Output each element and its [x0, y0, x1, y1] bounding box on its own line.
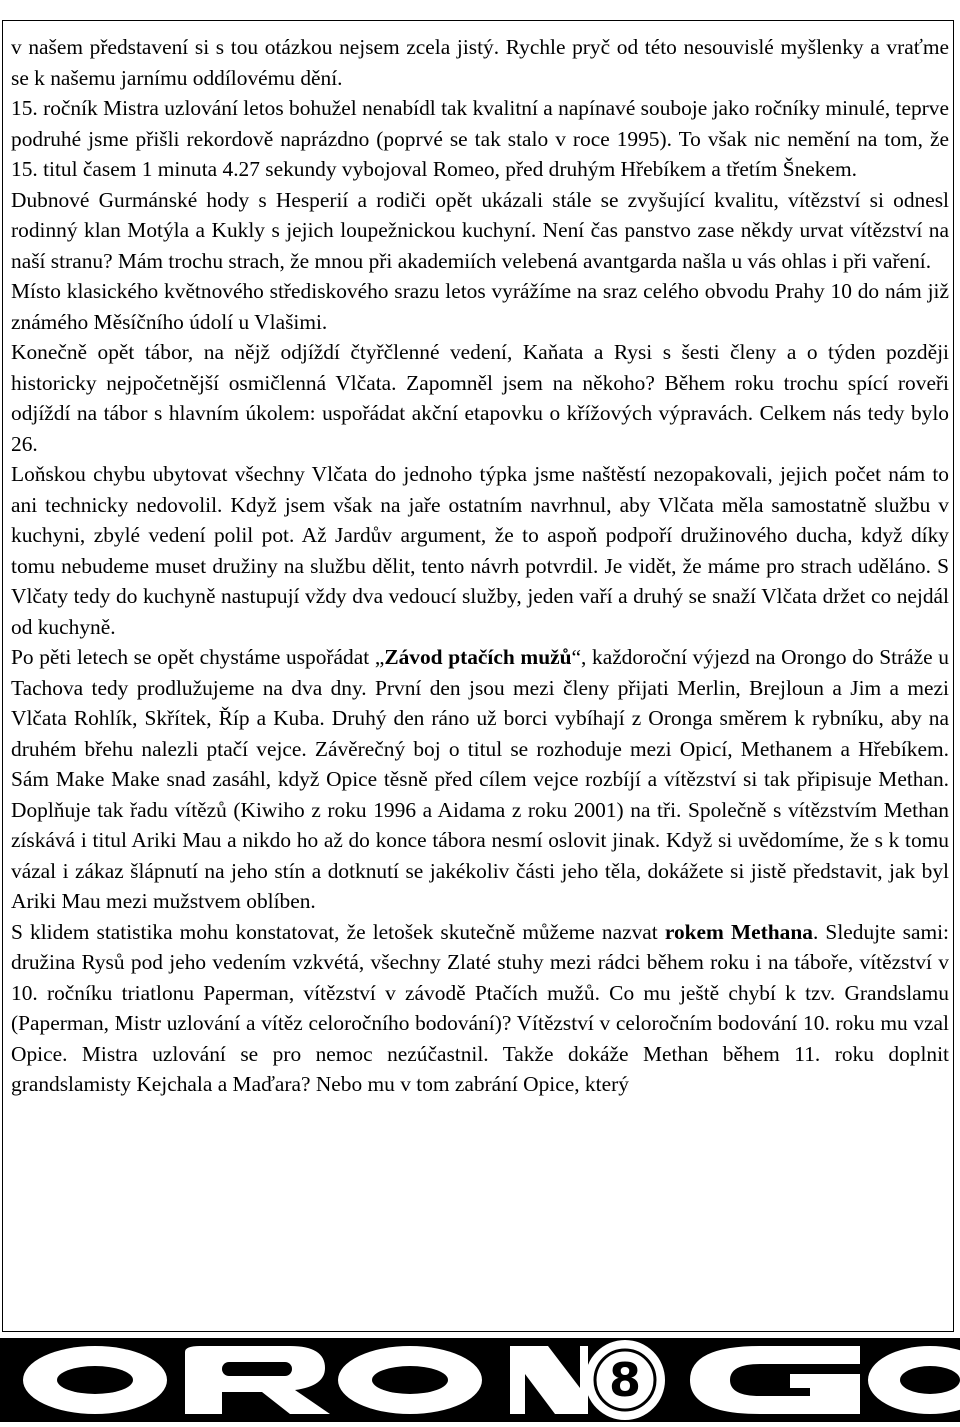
- paragraph-mistr-uzlovani: 15. ročník Mistra uzlování letos bohužel nenabídl tak kvalitní a napínavé souboje jako ročníky minulé, teprve podruhé jsme přišli rekordově naprázdno (poprvé se tak stalo v roce 1995). To však nic nemění na tom, že 15. titul časem 1 minuta 4.27 sekundy vybojoval Romeo, před druhým Hřebíkem a třetím Šnekem.: [11, 96, 949, 181]
- bold-zavod-title: Závod ptačích mužů: [384, 645, 572, 669]
- logo-letter-o-2: [338, 1346, 482, 1414]
- paragraph-gurmanske-hody: Dubnové Gurmánské hody s Hesperií a rodiči opět ukázali stále se zvyšující kvalitu, vítězství si odnesl rodinný klan Motýla a Kukly s jejich loupežnickou kuchyní. Není čas panstvo zase někdy urvat vítězství na naší stranu? Mám trochu strach, že mnou při akademiích velebená avantgarda našla u vás ohlas i při vaření.: [11, 187, 949, 273]
- paragraph-tabor: Konečně opět tábor, na nějž odjíždí čtyřčlenné vedení, Kaňata a Rysi s šesti členy a o týden později historicky nejpočetnější osmičlenná Vlčata. Zapomněl jsem na někoho? Během roku trochu spící roveři odjíždí na tábor s hlavním úkolem: uspořádat akční etapovku o křížových výpravách. Celkem nás tedy bylo 26.: [11, 340, 949, 456]
- paragraph-intro: v našem představení si s tou otázkou nejsem zcela jistý. Rychle pryč od této nesouvislé myšlenky a vraťme se k našemu jarnímu oddílovému dění.: [11, 35, 949, 90]
- article-body: [11, 32, 949, 1100]
- paragraph-sraz: Místo klasického květnového střediskového srazu letos vyrážíme na sraz celého obvodu Prahy 10 do nám již známého Měsíčního údolí u Vlašimi.: [11, 279, 949, 334]
- footer-banner: [0, 1338, 960, 1422]
- orongo-logo: [0, 1338, 960, 1422]
- paragraph-rok-methana: S klidem statistika mohu konstatovat, že letošek skutečně můžeme nazvat rokem Methana. Sledujte sami: družina Rysů pod jeho vedením vzkvétá, všechny Zlaté stuhy mezi rádci během roku i na táboře, vítězství v 10. ročníku triatlonu Paperman, vítězství v závodě Ptačích mužů. Co mu ještě chybí k tzv. Grandslamu (Paperman, Mistr uzlování a vítěz celoročního bodování)? Vítězství v celoročním bodování 10. roku mu vzal Opice. Mistra uzlování se pro nemoc nezúčastnil. Takže dokáže Methan během 11. roku doplnit grandslamisty Kejchala a Maďara? Nebo mu v tom zabrání Opice, který: [11, 919, 949, 1096]
- logo-letter-o-1: [23, 1346, 167, 1414]
- paragraph-vlcata-kuchyne: Loňskou chybu ubytovat všechny Vlčata do jednoho týpka jsme naštěstí nezopakovali, jejich počet nám to ani technicky nedovolil. Když jsem však na jaře ostatním navrhnul, aby Vlčata měla samostatně službu v kuchyni, zbylé vedení polil pot. Až Jardův argument, že to aspoň podpoří družinového ducha, když díky tomu nebudeme muset družiny na službu dělit, tento návrh potvrdil. Je vidět, že máme pro strach uděláno. S Vlčaty tedy do kuchyně nastupují vždy dva vedoucí služby, jeden vaří a druhý se snaží Vlčata držet co nejdál od kuchyně.: [11, 462, 949, 639]
- bold-rok-methana: rokem Methana: [664, 919, 813, 944]
- page-number-badge: [585, 1340, 665, 1420]
- paragraph-zavod-ptacich-muzu: Po pěti letech se opět chystáme uspořádat „Závod ptačích mužů“, každoroční výjezd na Orongo do Stráže u Tachova tedy prodlužujeme na dva dny. První den jsou mezi členy přijati Merlin, Brejloun a Jim a mezi Vlčata Rohlík, Skřítek, Říp a Kuba. Druhý den ráno už borci vybíhají z Oronga směrem k rybníku, aby na druhém břehu nalezli ptačí vejce. Závěrečný boj o titul se rozhoduje mezi Opicí, Methanem a Hřebíkem. Sám Make Make snad zasáhl, když Opice těsně před cílem vejce rozbíjí a vítězství si tak připisuje Methan. Doplňuje tak řadu vítězů (Kiwiho z roku 1996 a Aidama z roku 2001) na tři. Společně s vítězstvím Methan získává i titul Ariki Mau a nikdo ho až do konce tábora nesmí oslovit jinak. Když si uvědomíme, že s k tomu vázal i zákaz šlápnutí na jeho stín a dotknutí se jakékoliv části jeho těla, dokážete si jistě představit, jak byl Ariki Mau mezi mužstvem oblíben.: [11, 645, 949, 913]
- page-number: 8: [608, 1353, 642, 1407]
